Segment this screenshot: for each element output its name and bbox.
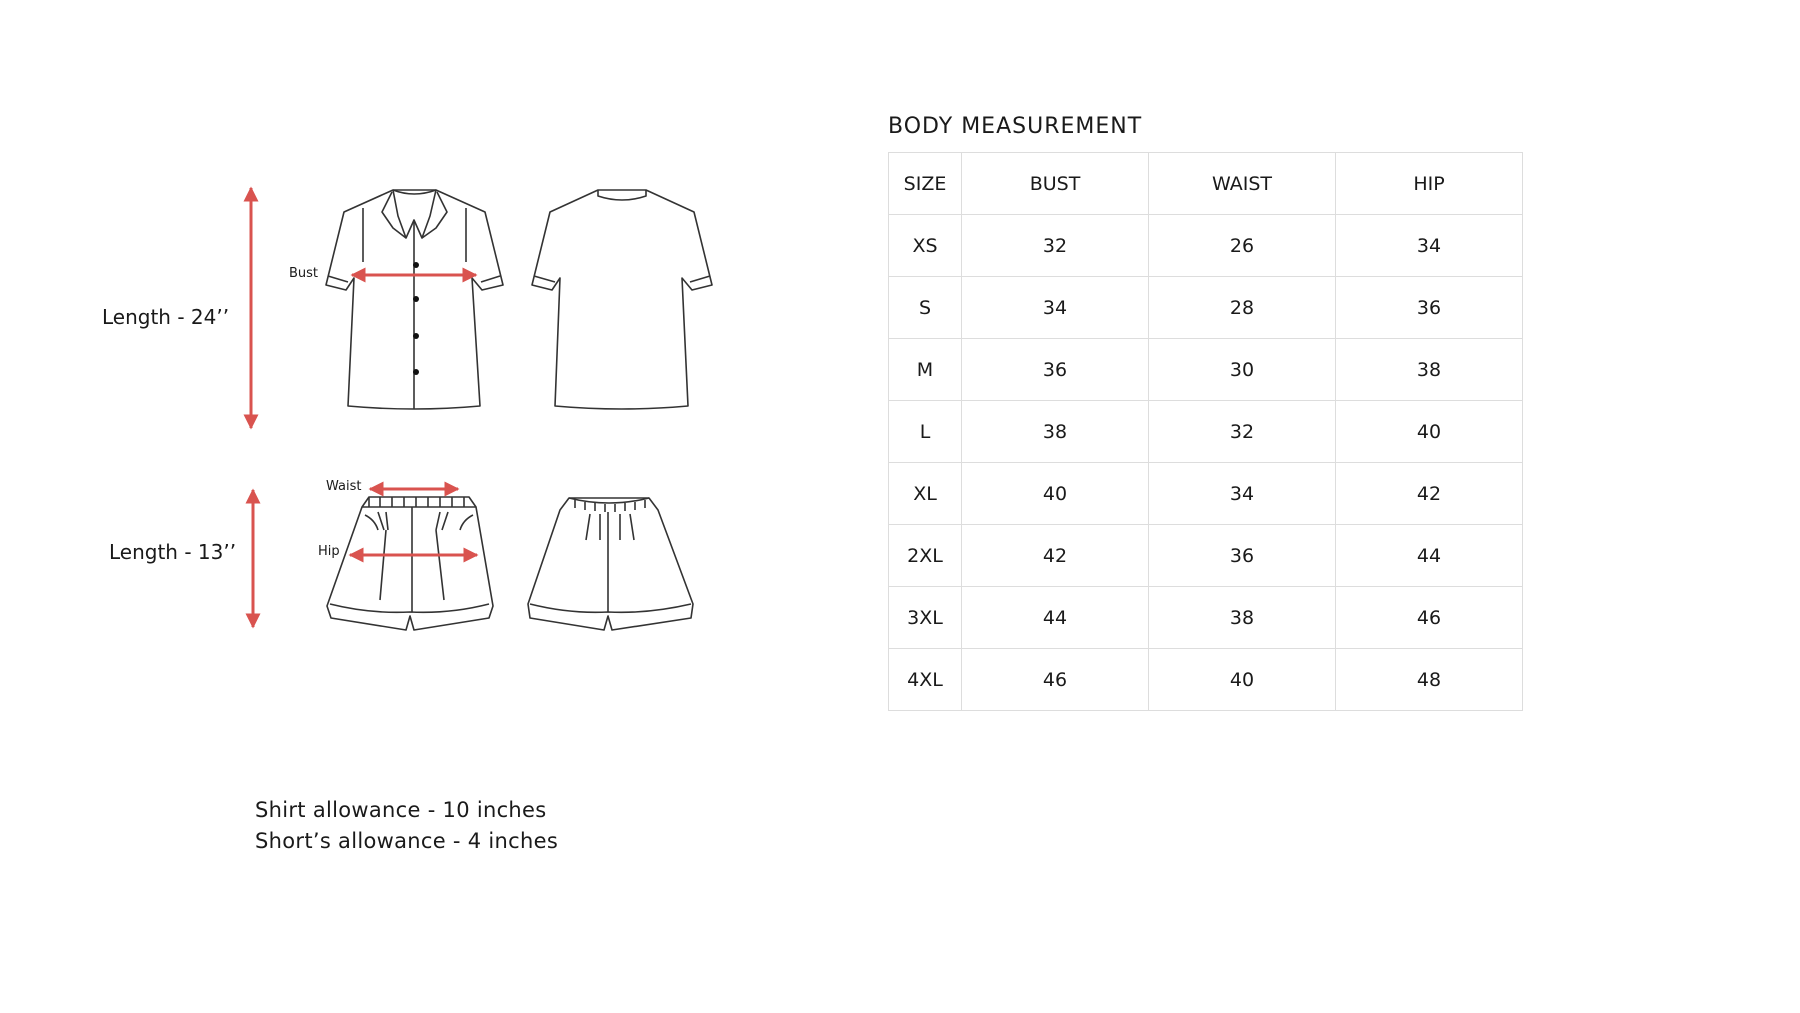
waist-cell: 28	[1149, 277, 1336, 339]
table-row	[889, 215, 1523, 277]
bust-cell: 34	[962, 277, 1149, 339]
hip-cell: 48	[1336, 649, 1523, 711]
hip-cell: 38	[1336, 339, 1523, 401]
table-row	[889, 277, 1523, 339]
shirt-length-label: Length - 24’’	[102, 305, 230, 329]
table-header-row	[889, 153, 1523, 215]
shorts-length-label: Length - 13’’	[109, 540, 237, 564]
garment-illustrations	[0, 0, 780, 700]
column-header-size: SIZE	[889, 153, 962, 215]
table-row	[889, 463, 1523, 525]
hip-cell: 40	[1336, 401, 1523, 463]
bust-label: Bust	[289, 266, 319, 281]
hip-label: Hip	[318, 544, 340, 559]
table-row	[889, 525, 1523, 587]
hip-cell: 44	[1336, 525, 1523, 587]
shorts-allowance-text: Short’s allowance - 4 inches	[255, 829, 559, 853]
waist-cell: 32	[1149, 401, 1336, 463]
column-header-waist: WAIST	[1149, 153, 1336, 215]
bust-cell: 38	[962, 401, 1149, 463]
size-cell: L	[889, 401, 962, 463]
hip-cell: 42	[1336, 463, 1523, 525]
waist-cell: 40	[1149, 649, 1336, 711]
shorts-back-drawing	[528, 498, 693, 630]
bust-cell: 40	[962, 463, 1149, 525]
size-chart-table	[888, 152, 1523, 711]
waist-cell: 34	[1149, 463, 1336, 525]
waist-cell: 36	[1149, 525, 1336, 587]
table-row	[889, 339, 1523, 401]
size-cell: M	[889, 339, 962, 401]
table-row	[889, 401, 1523, 463]
shirt-button	[413, 262, 419, 268]
hip-cell: 46	[1336, 587, 1523, 649]
bust-cell: 44	[962, 587, 1149, 649]
waist-label: Waist	[326, 479, 362, 494]
bust-cell: 46	[962, 649, 1149, 711]
hip-cell: 34	[1336, 215, 1523, 277]
waist-cell: 38	[1149, 587, 1336, 649]
shirt-button	[413, 369, 419, 375]
waist-cell: 30	[1149, 339, 1336, 401]
allowance-notes	[255, 795, 558, 857]
size-cell: 2XL	[889, 525, 962, 587]
shirt-button	[413, 333, 419, 339]
bust-cell: 36	[962, 339, 1149, 401]
table-row	[889, 649, 1523, 711]
size-cell: S	[889, 277, 962, 339]
shirt-allowance-text: Shirt allowance - 10 inches	[255, 798, 547, 822]
column-header-hip: HIP	[1336, 153, 1523, 215]
hip-cell: 36	[1336, 277, 1523, 339]
column-header-bust: BUST	[962, 153, 1149, 215]
bust-cell: 42	[962, 525, 1149, 587]
shirt-back-drawing	[532, 190, 712, 409]
size-cell: 3XL	[889, 587, 962, 649]
shirt-button	[413, 296, 419, 302]
table-row	[889, 587, 1523, 649]
size-cell: 4XL	[889, 649, 962, 711]
size-cell: XL	[889, 463, 962, 525]
bust-cell: 32	[962, 215, 1149, 277]
size-cell: XS	[889, 215, 962, 277]
waist-cell: 26	[1149, 215, 1336, 277]
shorts-front-drawing	[327, 497, 493, 630]
body-measurement-title: BODY MEASUREMENT	[888, 114, 1143, 139]
